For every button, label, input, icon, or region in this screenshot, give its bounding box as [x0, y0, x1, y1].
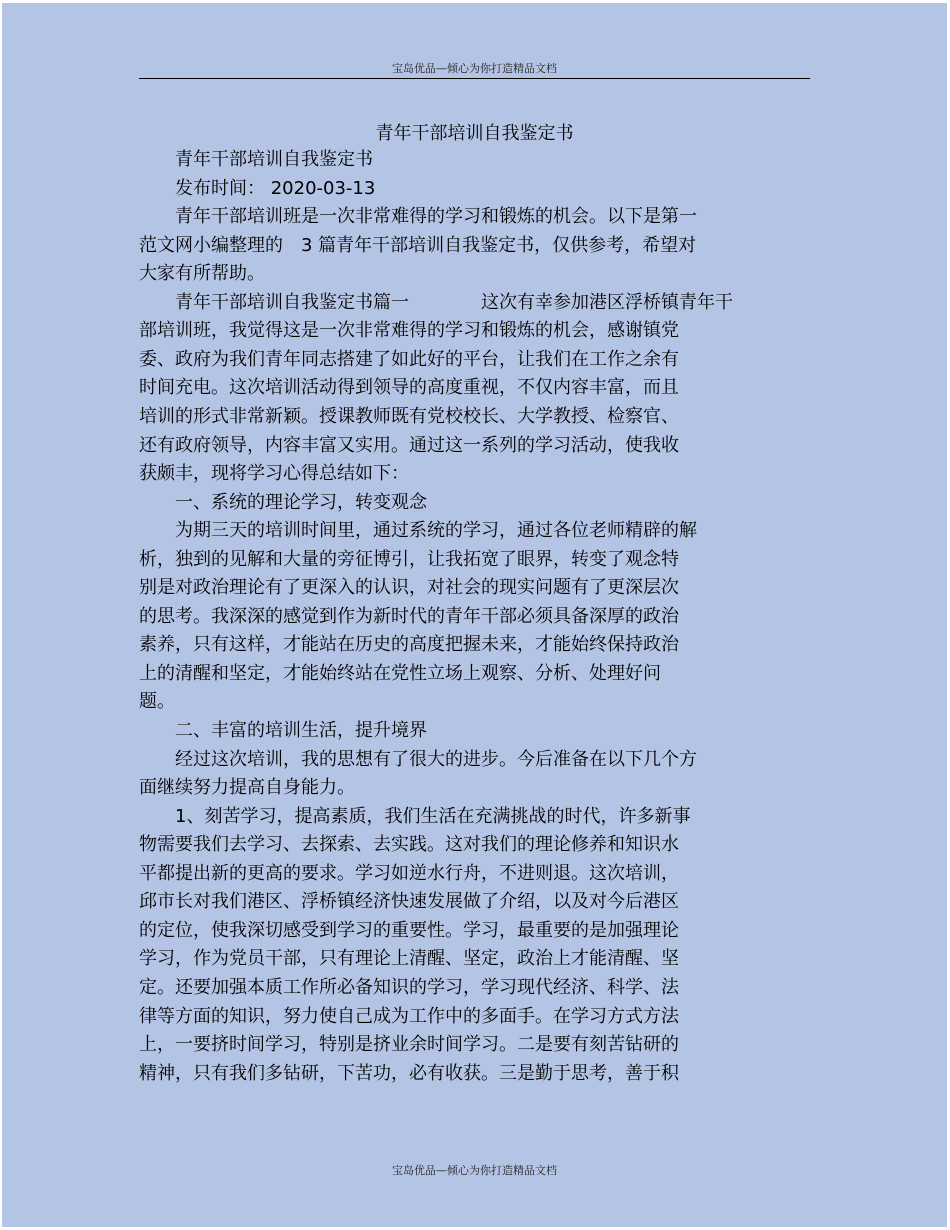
body-line: 上，一要挤时间学习，特别是挤业余时间学习。二是要有刻苦钻研的	[139, 1034, 679, 1056]
body-line: 邱市长对我们港区、浮桥镇经济快速发展做了介绍，以及对今后港区	[139, 891, 679, 913]
body-line: 面继续努力提高自身能力。	[139, 777, 355, 799]
body-line: 为期三天的培训时间里，通过系统的学习，通过各位老师精辟的解	[139, 520, 697, 542]
page-footer: 宝岛优品—倾心为你打造精品文档	[392, 1164, 557, 1177]
header-divider	[139, 78, 810, 79]
body-line: 发布时间： 2020-03-13	[139, 177, 376, 199]
body-line: 别是对政治理论有了更深入的认识，对社会的现实问题有了更深层次	[139, 577, 679, 599]
body-line: 素养，只有这样，才能站在历史的高度把握未来，才能始终保持政治	[139, 634, 679, 656]
body-line: 1、刻苦学习，提高素质，我们生活在充满挑战的时代，许多新事	[139, 805, 691, 827]
body-line: 时间充电。这次培训活动得到领导的高度重视，不仅内容丰富，而且	[139, 377, 679, 399]
document-page	[2, 3, 947, 1227]
body-line: 物需要我们去学习、去探索、去实践。这对我们的理论修养和知识水	[139, 834, 679, 856]
body-line: 还有政府领导，内容丰富又实用。通过这一系列的学习活动，使我收	[139, 434, 679, 456]
body-line: 青年干部培训自我鉴定书	[139, 149, 373, 170]
body-line: 范文网小编整理的 3 篇青年干部培训自我鉴定书，仅供参考，希望对	[139, 234, 697, 256]
body-line: 大家有所帮助。	[139, 263, 265, 285]
body-line: 委、政府为我们青年同志搭建了如此好的平台，让我们在工作之余有	[139, 348, 679, 370]
body-line: 二、丰富的培训生活，提升境界	[139, 720, 427, 741]
body-line: 析，独到的见解和大量的旁征博引，让我拓宽了眼界，转变了观念特	[139, 548, 679, 570]
body-line: 部培训班，我觉得这是一次非常难得的学习和锻炼的机会，感谢镇党	[139, 320, 679, 342]
body-line: 定。还要加强本质工作所必备知识的学习，学习现代经济、科学、法	[139, 976, 679, 998]
body-line: 上的清醒和坚定，才能始终站在党性立场上观察、分析、处理好问	[139, 662, 661, 684]
body-line: 青年干部培训自我鉴定书篇一 这次有幸参加港区浮桥镇青年干	[139, 291, 733, 313]
body-line: 的定位，使我深切感受到学习的重要性。学习，最重要的是加强理论	[139, 919, 679, 941]
page-header: 宝岛优品—倾心为你打造精品文档	[392, 62, 557, 75]
body-line: 获颇丰，现将学习心得总结如下：	[139, 463, 409, 485]
document-title: 青年干部培训自我鉴定书	[375, 123, 574, 144]
body-line: 一、系统的理论学习，转变观念	[139, 491, 427, 513]
body-line: 律等方面的知识，努力使自己成为工作中的多面手。在学习方式方法	[139, 1005, 679, 1027]
body-line: 经过这次培训，我的思想有了很大的进步。今后准备在以下几个方	[139, 748, 697, 770]
body-line: 平都提出新的更高的要求。学习如逆水行舟，不进则退。这次培训，	[139, 862, 679, 884]
body-line: 青年干部培训班是一次非常难得的学习和锻炼的机会。以下是第一	[139, 206, 697, 228]
body-line: 精神，只有我们多钻研，下苦功，必有收获。三是勤于思考，善于积	[139, 1062, 679, 1084]
body-line: 的思考。我深深的感觉到作为新时代的青年干部必须具备深厚的政治	[139, 605, 679, 627]
body-line: 学习，作为党员干部，只有理论上清醒、坚定，政治上才能清醒、坚	[139, 948, 679, 970]
body-line: 培训的形式非常新颖。授课教师既有党校校长、大学教授、检察官、	[139, 405, 679, 427]
body-line: 题。	[139, 691, 175, 713]
